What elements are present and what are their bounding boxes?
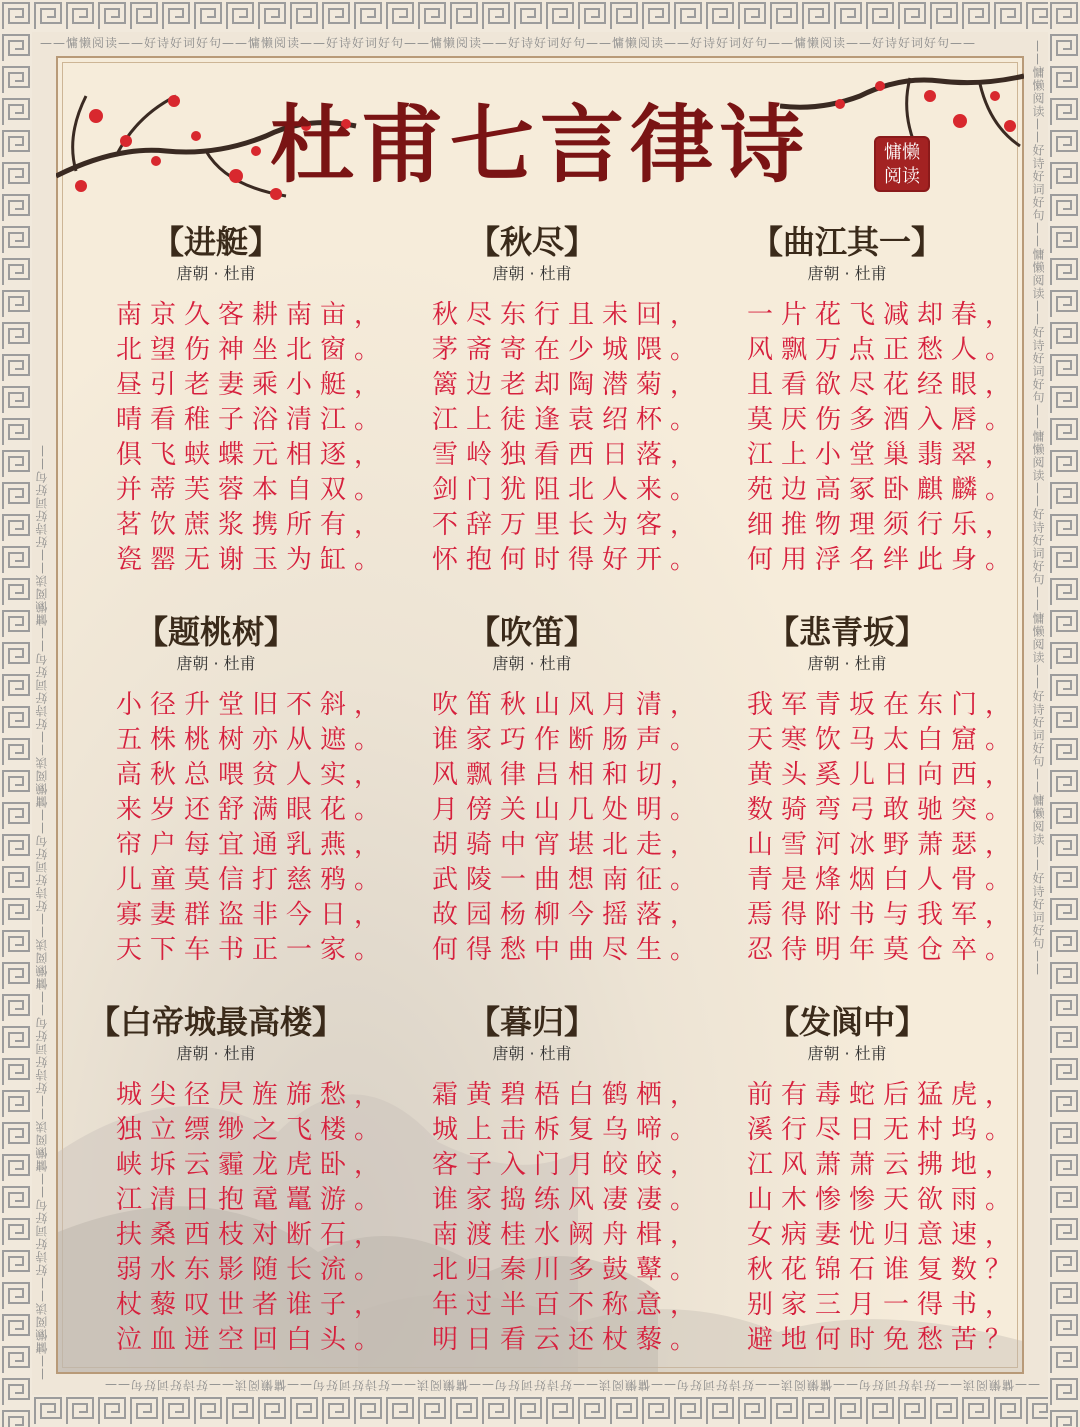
seal-stamp: 慵懒 阅读 — [874, 136, 930, 192]
poem-line: 细推物理须行乐， — [747, 510, 1020, 540]
poem-line: 女病妻忧归意速， — [747, 1220, 1020, 1250]
poem-line: 怀抱何时得好开。 — [432, 545, 705, 575]
poem-line: 扶桑西枝对断石， — [116, 1220, 389, 1250]
poem-title: 【曲江其一】 — [750, 223, 943, 261]
poem-line: 杖藜叹世者谁子， — [116, 1290, 389, 1320]
poem-card-9 — [697, 1002, 1020, 1358]
poem-author: 唐朝 · 杜甫 — [807, 1044, 887, 1063]
poem-line: 高秋总喂贫人实， — [116, 760, 389, 790]
poem-title: 【吹笛】 — [467, 613, 596, 651]
poem-line: 明日看云还杖藜。 — [432, 1325, 705, 1355]
poem-line: 月傍关山几处明。 — [432, 795, 705, 825]
poem-line: 雪岭独看西日落， — [432, 440, 705, 470]
poem-line: 城尖径昃旌旆愁， — [116, 1080, 389, 1110]
poem-line: 我军青坂在东门， — [747, 690, 1020, 720]
poem-card-8 — [382, 1002, 705, 1358]
poem-line: 风飘律吕相和切， — [432, 760, 705, 790]
poem-line: 客子入门月皎皎， — [432, 1150, 705, 1180]
poem-card-2 — [382, 222, 705, 578]
poem-line: 秋尽东行且未回， — [432, 300, 705, 330]
poem-line: 秋花锦石谁复数？ — [747, 1255, 1020, 1285]
poem-line: 天下车书正一家。 — [116, 935, 389, 965]
poem-line: 江上小堂巢翡翠， — [747, 440, 1020, 470]
poem-line: 数骑弯弓敢驰突。 — [747, 795, 1020, 825]
poem-line: 焉得附书与我军， — [747, 900, 1020, 930]
border-strip-top: ——慵懒阅读——好诗好词好句——慵懒阅读——好诗好词好句——慵懒阅读——好诗好词好句——慵懒阅读——好诗好词好句——慵懒阅读——好诗好词好句—— — [40, 36, 977, 50]
poem-author: 唐朝 · 杜甫 — [176, 1044, 256, 1063]
poem-line: 何用浮名绊此身。 — [747, 545, 1020, 575]
poem-line: 霜黄碧梧白鹤栖， — [432, 1080, 705, 1110]
poem-line: 胡骑中宵堪北走， — [432, 830, 705, 860]
poem-author: 唐朝 · 杜甫 — [176, 264, 256, 283]
poem-line: 北归秦川多鼓鼙。 — [432, 1255, 705, 1285]
poem-line: 年过半百不称意， — [432, 1290, 705, 1320]
poem-title: 【秋尽】 — [467, 223, 596, 261]
poem-line: 且看欲尽花经眼， — [747, 370, 1020, 400]
poem-line: 帘户每宜通乳燕， — [116, 830, 389, 860]
border-strip-bottom: ——慵懒阅读——好诗好词好句——慵懒阅读——好诗好词好句——慵懒阅读——好诗好词好句——慵懒阅读——好诗好词好句——慵懒阅读——好诗好词好句—— — [103, 1378, 1040, 1392]
poem-line: 山木惨惨天欲雨。 — [747, 1185, 1020, 1215]
poem-line: 谁家捣练风凄凄。 — [432, 1185, 705, 1215]
poem-line: 小径升堂旧不斜， — [116, 690, 389, 720]
poem-author: 唐朝 · 杜甫 — [492, 654, 572, 673]
poem-line: 南京久客耕南亩， — [116, 300, 389, 330]
poem-line: 弱水东影随长流。 — [116, 1255, 389, 1285]
poem-author: 唐朝 · 杜甫 — [492, 264, 572, 283]
poem-author: 唐朝 · 杜甫 — [492, 1044, 572, 1063]
poem-line: 江风萧萧云拂地， — [747, 1150, 1020, 1180]
poem-line: 茗饮蔗浆携所有， — [116, 510, 389, 540]
poem-card-1 — [66, 222, 389, 578]
poem-line: 避地何时免愁苦？ — [747, 1325, 1020, 1355]
poem-line: 不辞万里长为客， — [432, 510, 705, 540]
poem-line: 一片花飞减却春， — [747, 300, 1020, 330]
poem-title: 【进艇】 — [151, 223, 280, 261]
poem-line: 武陵一曲想南征。 — [432, 865, 705, 895]
poem-line: 天寒饮马太白窟。 — [747, 725, 1020, 755]
poem-line: 故园杨柳今摇落， — [432, 900, 705, 930]
poem-line: 南渡桂水阙舟楫， — [432, 1220, 705, 1250]
border-strip-right: ——慵懒阅读——好诗好词好句——慵懒阅读——好诗好词好句——慵懒阅读——好诗好词好句——慵懒阅读——好诗好词好句——慵懒阅读——好诗好词好句—— — [1031, 40, 1045, 976]
poem-line: 并蒂芙蓉本自双。 — [116, 475, 389, 505]
poem-line: 昼引老妻乘小艇， — [116, 370, 389, 400]
poem-line: 晴看稚子浴清江。 — [116, 405, 389, 435]
meander-border-left — [0, 0, 32, 1427]
poem-line: 谁家巧作断肠声。 — [432, 725, 705, 755]
poem-author: 唐朝 · 杜甫 — [807, 264, 887, 283]
poem-line: 吹笛秋山风月清， — [432, 690, 705, 720]
poem-line: 北望伤神坐北窗。 — [116, 335, 389, 365]
poem-line: 黄头奚儿日向西， — [747, 760, 1020, 790]
poem-title: 【白帝城最高楼】 — [87, 1003, 344, 1041]
poem-line: 青是烽烟白人骨。 — [747, 865, 1020, 895]
poem-line: 江清日抱鼋鼍游。 — [116, 1185, 389, 1215]
poem-line: 寡妻群盗非今日， — [116, 900, 389, 930]
poem-line: 茅斋寄在少城隈。 — [432, 335, 705, 365]
poem-line: 瓷罂无谢玉为缸。 — [116, 545, 389, 575]
poem-title: 【题桃树】 — [135, 613, 296, 651]
poem-line: 别家三月一得书， — [747, 1290, 1020, 1320]
poem-title: 【暮归】 — [467, 1003, 596, 1041]
meander-border-top — [0, 0, 1080, 32]
poem-card-5 — [382, 612, 705, 968]
poem-line: 江上徒逢袁绍杯。 — [432, 405, 705, 435]
poem-line: 苑边高冢卧麒麟。 — [747, 475, 1020, 505]
poem-line: 俱飞蛱蝶元相逐， — [116, 440, 389, 470]
border-strip-left: ——慵懒阅读——好诗好词好句——慵懒阅读——好诗好词好句——慵懒阅读——好诗好词好句——慵懒阅读——好诗好词好句——慵懒阅读——好诗好词好句—— — [35, 444, 49, 1380]
poem-author: 唐朝 · 杜甫 — [807, 654, 887, 673]
poem-line: 城上击柝复乌啼。 — [432, 1115, 705, 1145]
poem-line: 溪行尽日无村坞。 — [747, 1115, 1020, 1145]
poem-card-3 — [697, 222, 1020, 578]
poem-line: 篱边老却陶潜菊， — [432, 370, 705, 400]
poem-line: 独立缥缈之飞楼。 — [116, 1115, 389, 1145]
poem-line: 山雪河冰野萧瑟， — [747, 830, 1020, 860]
poem-card-7 — [66, 1002, 389, 1358]
poem-card-4 — [66, 612, 389, 968]
poem-line: 儿童莫信打慈鸦。 — [116, 865, 389, 895]
poem-line: 剑门犹阻北人来。 — [432, 475, 705, 505]
poem-title: 【悲青坂】 — [766, 613, 927, 651]
poem-line: 泣血迸空回白头。 — [116, 1325, 389, 1355]
poem-author: 唐朝 · 杜甫 — [176, 654, 256, 673]
page-title: 杜甫七言律诗 — [269, 95, 810, 194]
meander-border-right — [1048, 0, 1080, 1427]
poem-line: 忍待明年莫仓卒。 — [747, 935, 1020, 965]
poem-line: 何得愁中曲尽生。 — [432, 935, 705, 965]
poem-line: 来岁还舒满眼花。 — [116, 795, 389, 825]
poem-card-6 — [697, 612, 1020, 968]
poem-line: 峡坼云霾龙虎卧， — [116, 1150, 389, 1180]
meander-border-bottom — [0, 1395, 1080, 1427]
poem-line: 风飘万点正愁人。 — [747, 335, 1020, 365]
poem-line: 莫厌伤多酒入唇。 — [747, 405, 1020, 435]
poem-title: 【发阆中】 — [766, 1003, 927, 1041]
poem-line: 前有毒蛇后猛虎， — [747, 1080, 1020, 1110]
poem-line: 五株桃树亦从遮。 — [116, 725, 389, 755]
